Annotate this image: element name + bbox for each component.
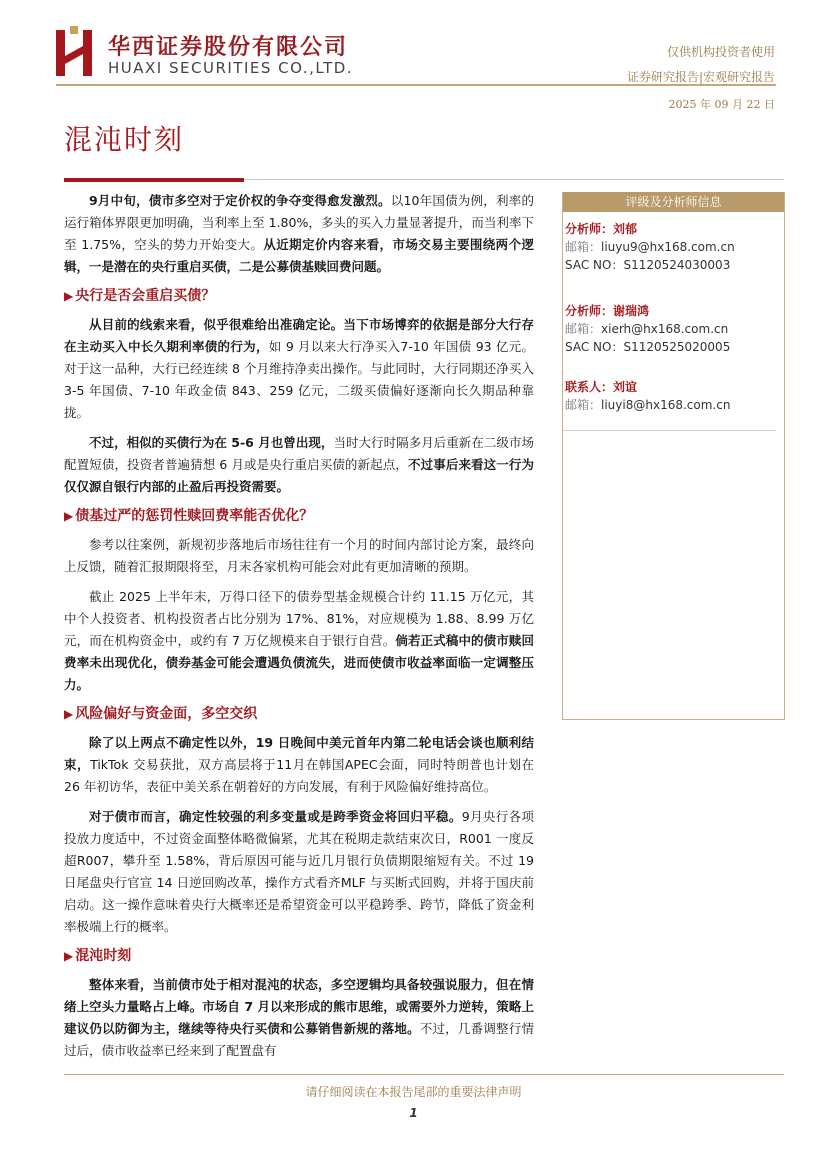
intro-paragraph: 9月中旬，债市多空对于定价权的争夺变得愈发激烈。以10年国债为例，利率的运行箱体界限更加明确，当利率上至 1.80%，多头的买入力量显著提升，而当利率下至 1.75%，空头的势力开始变大。从近期定价内容来看，市场交易主要围绕两个逻辑，一是潜在的央行重启买债，二是公募债基赎回费问题。 (64, 193, 535, 274)
paragraph: 从目前的线索来看，似乎很难给出准确定论。当下市场博弈的依据是部分大行存在主动买入中长久期利率债的行为，如 9 月以来大行净买入7-10 年国债 93 亿元。对于这一品种，大行已经连续 8 个月维持净卖出操作。与此同时，大行同期还净买入 3-5 年国债、7-10 年政金债 843、259 亿元，二级买债偏好逐渐向长久期品种靠拢。 (64, 317, 534, 420)
huaxi-logo-icon (56, 26, 96, 78)
contact-name: 联系人：刘谊 (565, 380, 638, 394)
analyst-card: 分析师：刘郁 邮箱：liuyu9@hx168.com.cn SAC NO：S1120524030003 (563, 220, 784, 274)
triangle-bullet-icon: ▶ (64, 707, 74, 721)
company-name-cn: 华西证券股份有限公司 (108, 35, 349, 60)
paragraph: 对于债市而言，确定性较强的利多变量或是跨季资金将回归平稳。9月央行各项投放力度适中，不过资金面整体略微偏紧，尤其在税期走款结束次日，R001 一度反超R007，攀升至 1.58%，背后原因可能与近几月银行负债期限缩短有关。不过 19 日尾盘央行官宣 14 日逆回购改革，操作方式看齐MLF 与买断式回购，并将于国庆前启动。这一操作意味着央行大概率还是希望资金可以平稳跨季、跨节，降低了资金利率极端上行的概率。 (64, 809, 534, 934)
footer-divider (64, 1074, 784, 1075)
triangle-bullet-icon: ▶ (64, 509, 74, 523)
paragraph: 截止 2025 上半年末，万得口径下的债券型基金规模合计约 11.15 万亿元，其中个人投资者、机构投资者占比分别为 17%、81%，对应规模为 1.88、8.99 万亿元，而在机构资金中，或约有 7 万亿规模来自于银行自营。倘若正式稿中的债市赎回费率未出现优化，债券基金可能会遭遇负债流失，进而使债市收益率面临一定调整压力。 (64, 589, 534, 692)
paragraph: 整体来看，当前债市处于相对混沌的状态，多空逻辑均具备较强说服力，但在情绪上空头力量略占上峰。市场自 7 月以来形成的熊市思维，或需要外力逆转，策略上建议仍以防御为主，继续等待央行买债和公募销售新规的落地。不过，几番调整行情过后，债市收益率已经来到了配置盘有 (64, 977, 534, 1058)
section-heading: ▶ 债基过严的惩罚性赎回费率能否优化？ (64, 508, 314, 524)
contact-card: 联系人：刘谊 邮箱：liuyi8@hx168.com.cn (563, 378, 784, 414)
audience-notice: 仅供机构投资者使用 (666, 45, 775, 59)
triangle-bullet-icon: ▶ (64, 289, 74, 303)
section-heading: ▶ 央行是否会重启买债？ (64, 288, 216, 304)
legal-notice: 请仔细阅读在本报告尾部的重要法律声明 (305, 1085, 522, 1099)
triangle-bullet-icon: ▶ (64, 949, 74, 963)
analyst-name: 分析师：谢瑞鸿 (565, 304, 650, 318)
company-name-en: HUAXI SECURITIES CO.,LTD. (108, 59, 354, 77)
report-title: 混沌时刻 (64, 123, 185, 156)
sidebar-heading: 评级及分析师信息 (563, 192, 784, 212)
title-underline (64, 178, 784, 182)
report-date: 2025 年 09 月 22 日 (668, 98, 775, 111)
section-heading: ▶ 混沌时刻 (64, 948, 132, 964)
analyst-name: 分析师：刘郁 (565, 222, 638, 236)
sidebar-divider (563, 430, 776, 431)
report-body (64, 190, 534, 1070)
contact-email-link[interactable]: liuyi8@hx168.com.cn (601, 398, 731, 412)
analyst-email-link[interactable]: liuyu9@hx168.com.cn (601, 240, 735, 254)
section-heading: ▶ 风险偏好与资金面，多空交织 (64, 706, 258, 722)
analyst-sac: SAC NO：S1120525020005 (565, 340, 731, 354)
paragraph: 除了以上两点不确定性以外，19 日晚间中美元首年内第二轮电话会谈也顺利结束，TikTok 交易获批，双方高层将于11月在韩国APEC会面，同时特朗普也计划在 26 年初访华，表征中美关系在朝着好的方向发展，有利于风险偏好维持高位。 (64, 735, 534, 794)
analyst-card: 分析师：谢瑞鸿 邮箱：xierh@hx168.com.cn SAC NO：S1120525020005 (563, 302, 784, 356)
analyst-email-link[interactable]: xierh@hx168.com.cn (601, 322, 729, 336)
analyst-sidebar (562, 192, 785, 720)
report-type: 证券研究报告|宏观研究报告 (626, 70, 775, 84)
analyst-sac: SAC NO：S1120524030003 (565, 258, 731, 272)
paragraph: 不过，相似的买债行为在 5-6 月也曾出现，当时大行时隔多月后重新在二级市场配置短债，投资者普遍猜想 6 月或是央行重启买债的新起点，不过事后来看这一行为仅仅源自银行内部的止盈后再投资需要。 (64, 435, 534, 494)
paragraph: 参考以往案例，新规初步落地后市场往往有一个月的时间内部讨论方案，最终向上反馈，随着汇报期限将至，月末各家机构可能会对此有更加清晰的预期。 (64, 537, 534, 574)
page-number: 1 (409, 1106, 418, 1120)
